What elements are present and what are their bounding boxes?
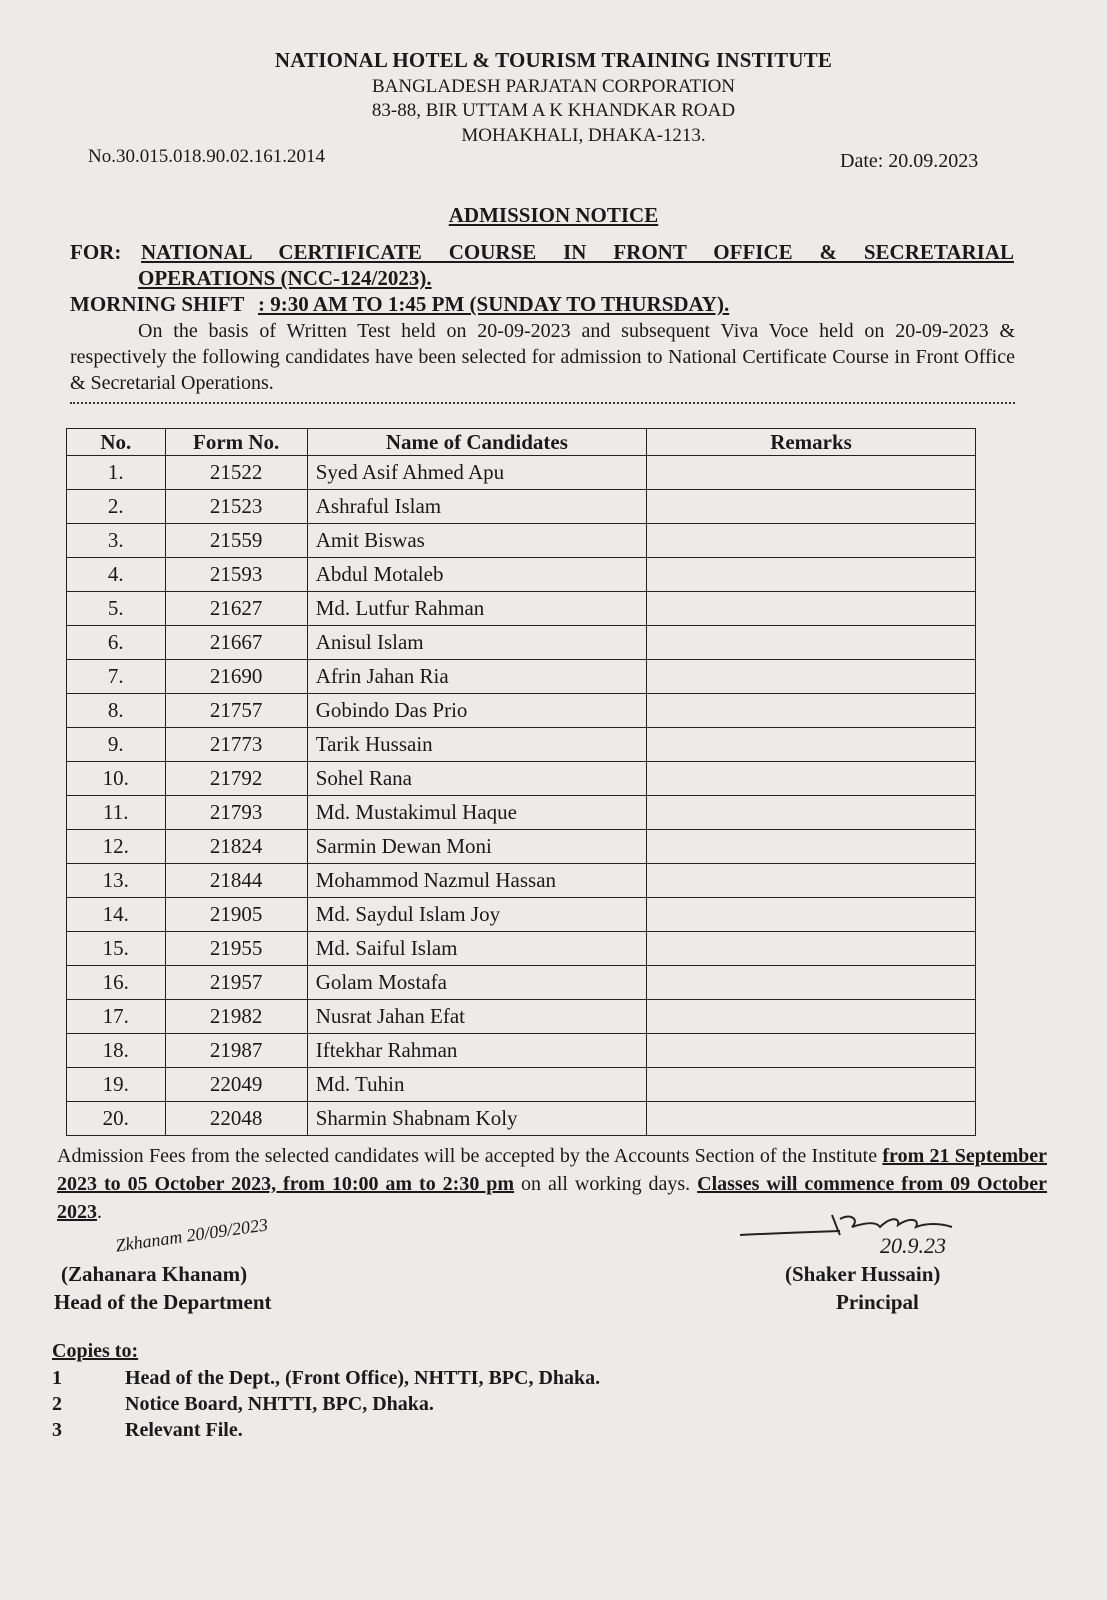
header-remarks: Remarks [647, 429, 976, 456]
remarks-cell [647, 694, 976, 728]
table-row [67, 898, 976, 932]
form-number: 22048 [165, 1102, 307, 1136]
course-name-line-2: OPERATIONS (NCC-124/2023). [138, 266, 432, 290]
form-number: 21982 [165, 1000, 307, 1034]
form-number: 21690 [165, 660, 307, 694]
form-number: 21522 [165, 456, 307, 490]
header-no: No. [67, 429, 166, 456]
table-row [67, 1102, 976, 1136]
address-line-2: MOHAKHALI, DHAKA-1213. [461, 125, 706, 146]
address-line-1: 83-88, BIR UTTAM A K KHANDKAR ROAD [371, 100, 736, 121]
table-row [67, 966, 976, 1000]
table-row [67, 558, 976, 592]
form-number: 21627 [165, 592, 307, 626]
candidate-name: Md. Saydul Islam Joy [307, 898, 646, 932]
for-label: FOR: [70, 240, 122, 264]
candidates-table [66, 428, 976, 1136]
principal-name: (Shaker Hussain) [785, 1262, 941, 1286]
candidate-name: Syed Asif Ahmed Apu [307, 456, 646, 490]
fees-text-3: on all working days. [514, 1173, 698, 1195]
table-row [67, 1000, 976, 1034]
table-row [67, 932, 976, 966]
row-number: 7. [67, 660, 166, 694]
remarks-cell [647, 626, 976, 660]
remarks-cell [647, 524, 976, 558]
shift-label: MORNING SHIFT [70, 292, 245, 316]
table-row [67, 626, 976, 660]
candidate-name: Md. Tuhin [307, 1068, 646, 1102]
principal-sign-date: 20.9.23 [880, 1233, 946, 1258]
copies-label: Copies to: [52, 1340, 139, 1362]
form-number: 22049 [165, 1068, 307, 1102]
row-number: 5. [67, 592, 166, 626]
candidate-name: Mohammod Nazmul Hassan [307, 864, 646, 898]
row-number: 11. [67, 796, 166, 830]
table-row [67, 694, 976, 728]
form-number: 21793 [165, 796, 307, 830]
header-form-no: Form No. [165, 429, 307, 456]
hod-role: Head of the Department [54, 1290, 272, 1314]
candidate-name: Ashraful Islam [307, 490, 646, 524]
row-number: 1. [67, 456, 166, 490]
row-number: 17. [67, 1000, 166, 1034]
corporation-name: BANGLADESH PARJATAN CORPORATION [371, 76, 736, 97]
form-number: 21792 [165, 762, 307, 796]
table-row [67, 864, 976, 898]
intro-paragraph: On the basis of Written Test held on 20-09-2023 and subsequent Viva Voce held on 20-09-2023 & respectively the following candidates have been selected for admission to National Certificate Course in Front Office & Secretarial Operations. [70, 320, 1015, 394]
remarks-cell [647, 762, 976, 796]
table-row [67, 660, 976, 694]
remarks-cell [647, 932, 976, 966]
candidate-name: Md. Mustakimul Haque [307, 796, 646, 830]
row-number: 12. [67, 830, 166, 864]
remarks-cell [647, 1000, 976, 1034]
table-row [67, 490, 976, 524]
table-row [67, 1034, 976, 1068]
candidate-name: Afrin Jahan Ria [307, 660, 646, 694]
remarks-cell [647, 898, 976, 932]
table-row [67, 830, 976, 864]
remarks-cell [647, 966, 976, 1000]
notice-date: Date: 20.09.2023 [840, 150, 979, 172]
form-number: 21905 [165, 898, 307, 932]
row-number: 3. [67, 524, 166, 558]
classes-commence: Classes will commence from 09 October 2023 [57, 1173, 1048, 1223]
table-row [67, 796, 976, 830]
row-number: 2. [67, 490, 166, 524]
form-number: 21844 [165, 864, 307, 898]
shift-time: : 9:30 AM TO 1:45 PM (SUNDAY TO THURSDAY). [258, 292, 730, 316]
candidate-name: Sohel Rana [307, 762, 646, 796]
table-row [67, 1068, 976, 1102]
table-header-row [67, 429, 976, 456]
remarks-cell [647, 1102, 976, 1136]
candidates-table-body [67, 456, 976, 1136]
row-number: 20. [67, 1102, 166, 1136]
table-row [67, 762, 976, 796]
form-number: 21523 [165, 490, 307, 524]
table-row [67, 728, 976, 762]
fees-text-1: Admission Fees from the selected candidates will be accepted by the Accounts Section of the Institute [57, 1145, 883, 1167]
form-number: 21667 [165, 626, 307, 660]
form-number: 21957 [165, 966, 307, 1000]
candidate-name: Sarmin Dewan Moni [307, 830, 646, 864]
remarks-cell [647, 558, 976, 592]
remarks-cell [647, 592, 976, 626]
form-number: 21559 [165, 524, 307, 558]
principal-role: Principal [836, 1290, 919, 1314]
remarks-cell [647, 1034, 976, 1068]
dotted-divider [70, 402, 1015, 404]
candidate-name: Md. Saiful Islam [307, 932, 646, 966]
candidate-name: Iftekhar Rahman [307, 1034, 646, 1068]
candidate-name: Md. Lutfur Rahman [307, 592, 646, 626]
form-number: 21773 [165, 728, 307, 762]
fees-dates: from 21 September 2023 to 05 October 2023, from 10:00 am to 2:30 pm [57, 1145, 1047, 1195]
reference-number: No.30.015.018.90.02.161.2014 [88, 146, 325, 167]
candidate-name: Amit Biswas [307, 524, 646, 558]
remarks-cell [647, 864, 976, 898]
remarks-cell [647, 490, 976, 524]
hod-name: (Zahanara Khanam) [61, 1262, 248, 1286]
table-row [67, 456, 976, 490]
row-number: 14. [67, 898, 166, 932]
candidate-name: Nusrat Jahan Efat [307, 1000, 646, 1034]
remarks-cell [647, 1068, 976, 1102]
form-number: 21955 [165, 932, 307, 966]
header-name: Name of Candidates [307, 429, 646, 456]
row-number: 6. [67, 626, 166, 660]
copy-item: 3 Relevant File. [52, 1419, 243, 1441]
form-number: 21987 [165, 1034, 307, 1068]
remarks-cell [647, 728, 976, 762]
row-number: 4. [67, 558, 166, 592]
copy-item: 1 Head of the Dept., (Front Office), NHTTI, BPC, Dhaka. [52, 1367, 601, 1389]
left-signature: Zkhanam 20/09/2023 [114, 1214, 270, 1256]
row-number: 18. [67, 1034, 166, 1068]
copy-item: 2 Notice Board, NHTTI, BPC, Dhaka. [52, 1393, 434, 1415]
row-number: 19. [67, 1068, 166, 1102]
form-number: 21593 [165, 558, 307, 592]
candidate-name: Gobindo Das Prio [307, 694, 646, 728]
candidate-name: Tarik Hussain [307, 728, 646, 762]
candidate-name: Anisul Islam [307, 626, 646, 660]
remarks-cell [647, 456, 976, 490]
row-number: 10. [67, 762, 166, 796]
remarks-cell [647, 796, 976, 830]
table-row [67, 524, 976, 558]
row-number: 9. [67, 728, 166, 762]
row-number: 13. [67, 864, 166, 898]
notice-title: ADMISSION NOTICE [448, 203, 659, 227]
remarks-cell [647, 830, 976, 864]
course-name-line-1: NATIONAL CERTIFICATE COURSE IN FRONT OFFICE & SECRETARIAL [141, 240, 1014, 264]
fees-text-5: . [97, 1201, 102, 1223]
institute-name: NATIONAL HOTEL & TOURISM TRAINING INSTITUTE [274, 48, 833, 72]
row-number: 15. [67, 932, 166, 966]
candidate-name: Abdul Motaleb [307, 558, 646, 592]
candidate-name: Sharmin Shabnam Koly [307, 1102, 646, 1136]
table-row [67, 592, 976, 626]
row-number: 8. [67, 694, 166, 728]
form-number: 21824 [165, 830, 307, 864]
candidate-name: Golam Mostafa [307, 966, 646, 1000]
row-number: 16. [67, 966, 166, 1000]
remarks-cell [647, 660, 976, 694]
form-number: 21757 [165, 694, 307, 728]
